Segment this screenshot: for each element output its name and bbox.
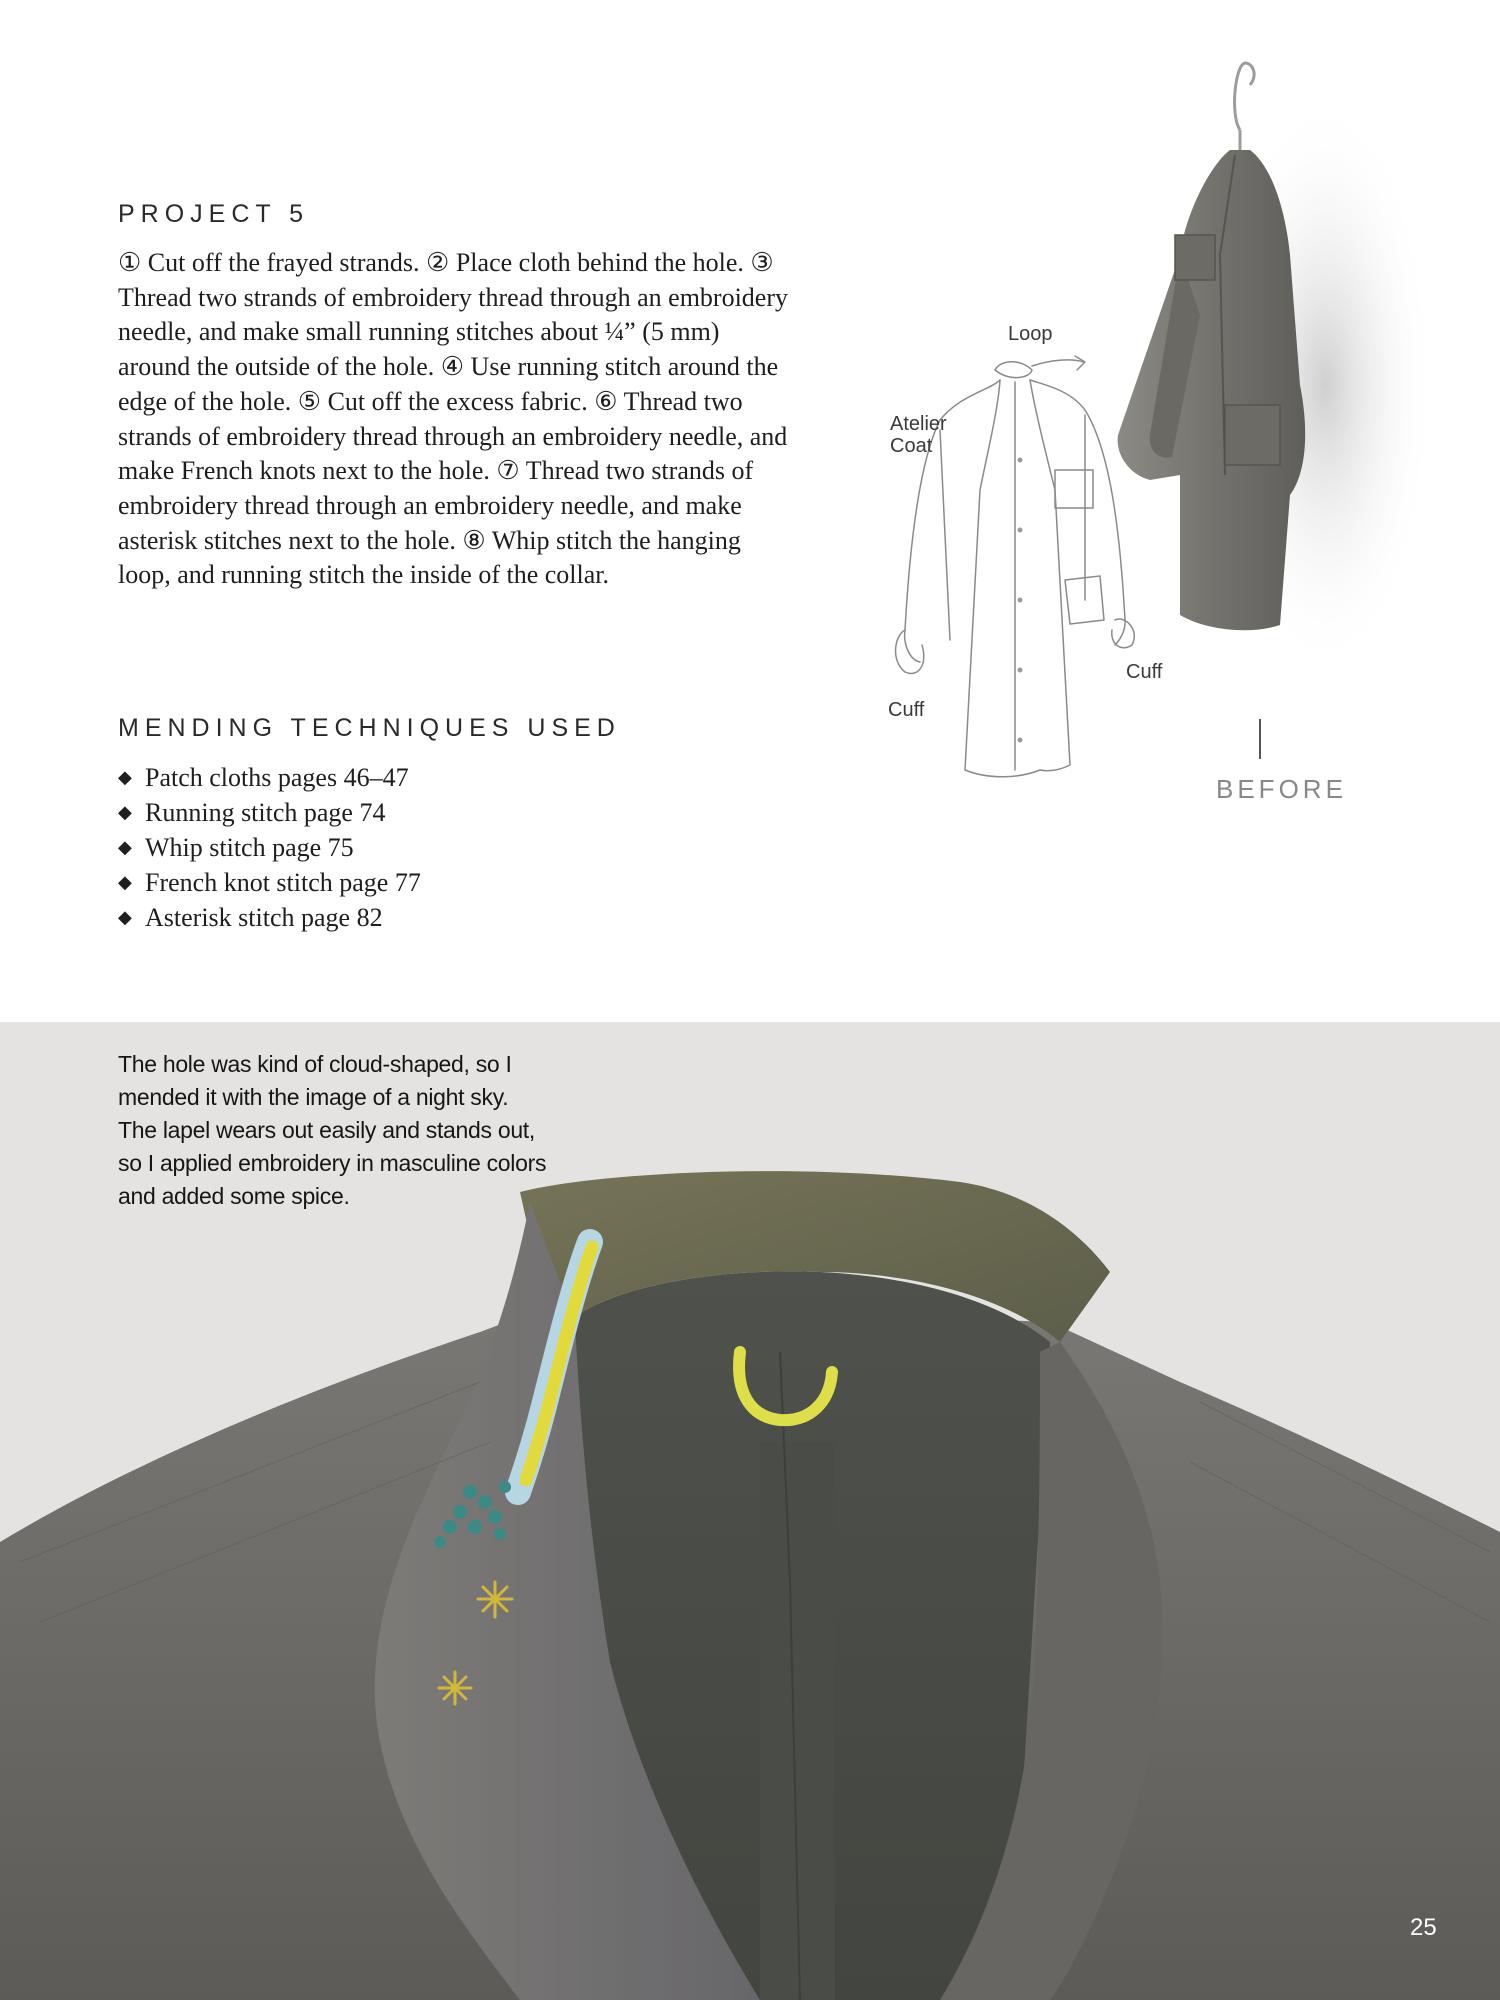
sketch-label-cuff-right: Cuff — [1126, 661, 1163, 683]
project-instructions: ① Cut off the frayed strands. ② Place cloth behind the hole. ③ Thread two strands of embroidery thread through an embroidery needle, and make small running stitches about ¼” (5 mm) around the outside of the hole. ④ Use running stitch around the edge of the hole. ⑤ Cut off the excess fabric. ⑥ Thread two strands of embroidery thread through an embroidery needle, and make French knots next to the hole. ⑦ Thread two strands of embroidery thread through an embroidery needle, and make asterisk stitches next to the hole. ⑧ Whip stitch the hanging loop, and running stitch the inside of the collar. — [118, 248, 789, 590]
project-label: PROJECT 5 — [118, 200, 310, 228]
diamond-bullet-icon: ◆ — [118, 907, 132, 927]
sketch-label-cuff-left: Cuff — [888, 699, 925, 721]
hanging-coat-photo — [1110, 55, 1430, 705]
technique-item: ◆ Whip stitch page 75 — [118, 830, 421, 865]
techniques-list — [118, 760, 421, 935]
techniques-heading: MENDING TECHNIQUES USED — [118, 714, 621, 742]
sketch-label-loop: Loop — [1008, 323, 1053, 345]
photo-caption: The hole was kind of cloud-shaped, so I mended it with the image of a night sky. The lapel wears out easily and stands out, so I applied embroidery in masculine colors and added some spice. — [118, 1051, 547, 1209]
before-label: BEFORE — [1216, 774, 1347, 804]
technique-item: ◆ Asterisk stitch page 82 — [118, 900, 421, 935]
technique-item: ◆ French knot stitch page 77 — [118, 865, 421, 900]
page-number: 25 — [1410, 1914, 1437, 1941]
diamond-bullet-icon: ◆ — [118, 837, 132, 857]
diamond-bullet-icon: ◆ — [118, 872, 132, 892]
sketch-label-atelier: Atelier — [890, 413, 947, 435]
technique-item: ◆ Running stitch page 74 — [118, 795, 421, 830]
sketch-label-coat: Coat — [890, 435, 933, 457]
technique-item: ◆ Patch cloths pages 46–47 — [118, 760, 421, 795]
diamond-bullet-icon: ◆ — [118, 802, 132, 822]
before-indicator-line — [1259, 719, 1261, 759]
diamond-bullet-icon: ◆ — [118, 767, 132, 787]
